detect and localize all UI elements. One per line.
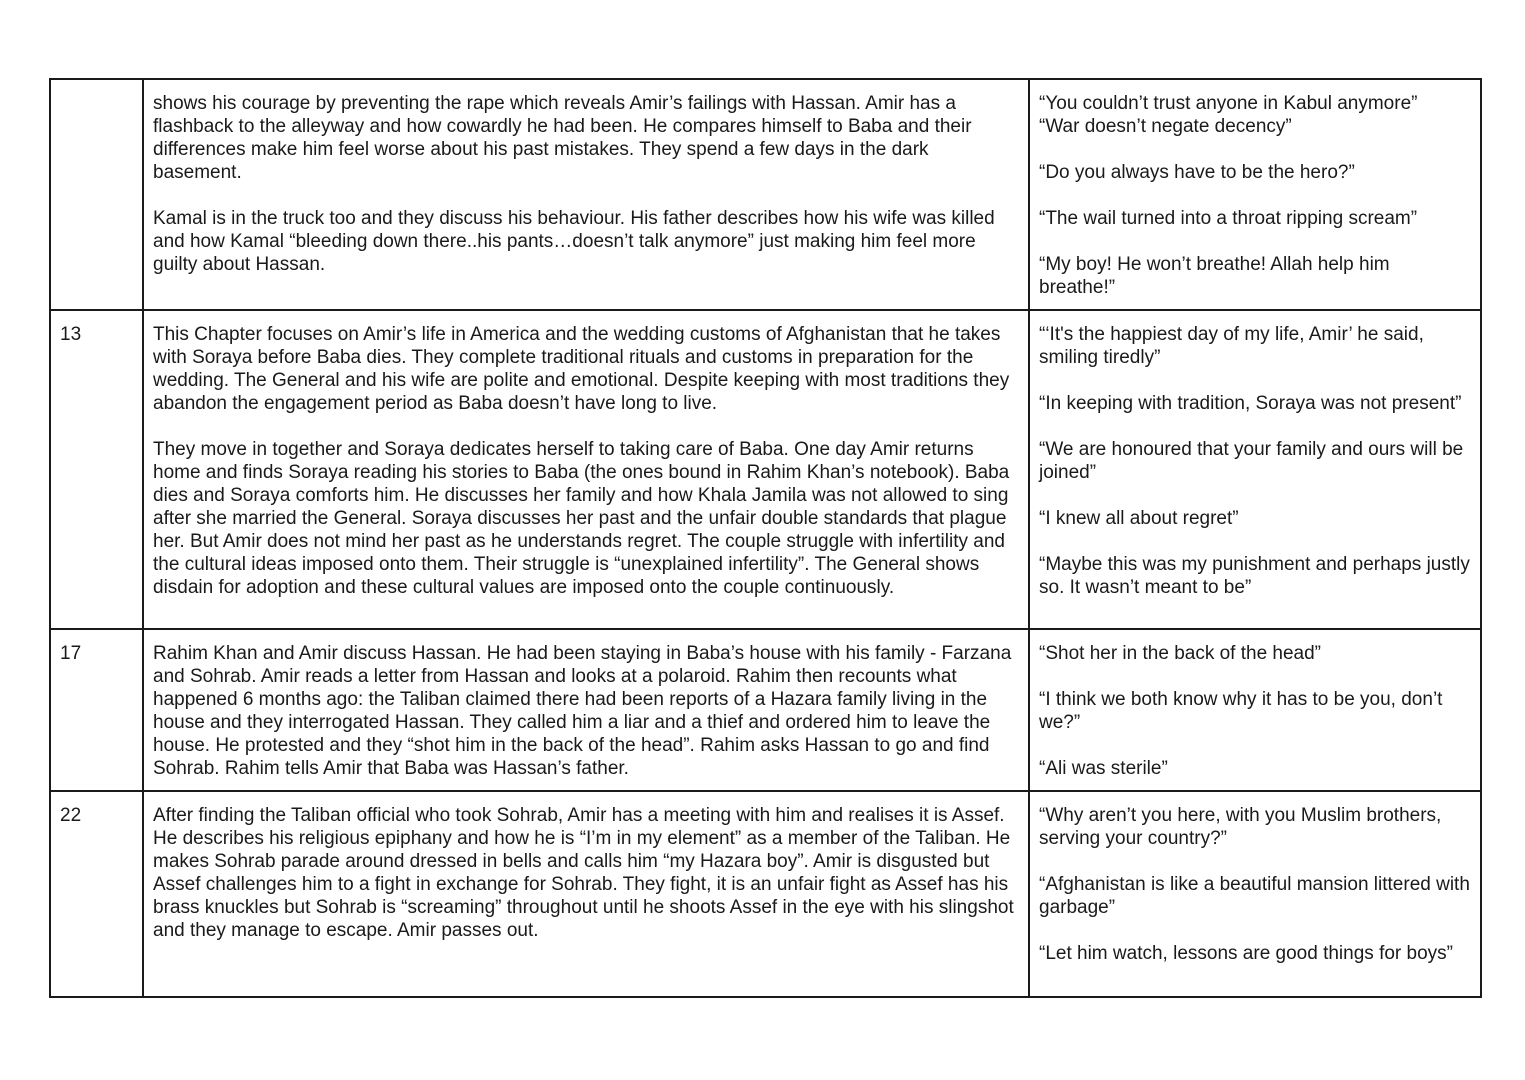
- quote: “Let him watch, lessons are good things for boys”: [1039, 943, 1453, 964]
- chapter-notes-table: [49, 78, 1482, 998]
- quote: “‘It's the happiest day of my life, Amir’ he said, smiling tiredly”: [1039, 324, 1424, 368]
- table-row: [50, 79, 1481, 310]
- table-row: [50, 791, 1481, 997]
- quote: “Maybe this was my punishment and perhaps justly so. It wasn’t meant to be”: [1039, 554, 1470, 598]
- summary-cell: [143, 310, 1029, 629]
- quote: “Why aren’t you here, with you Muslim brothers, serving your country?”: [1039, 805, 1442, 849]
- table-row: [50, 629, 1481, 791]
- quote: “The wail turned into a throat ripping scream”: [1039, 208, 1418, 229]
- quote: “My boy! He won’t breathe! Allah help him breathe!”: [1039, 254, 1390, 298]
- quotes-cell: [1029, 79, 1481, 310]
- table-row: [50, 310, 1481, 629]
- quote: “Afghanistan is like a beautiful mansion littered with garbage”: [1039, 874, 1470, 918]
- quotes-cell: [1029, 791, 1481, 997]
- quote: “I knew all about regret”: [1039, 508, 1239, 529]
- summary-paragraph: Kamal is in the truck too and they discuss his behaviour. His father describes how his wife was killed and how Kamal “bleeding down there..his pants…doesn’t talk anymore” just making him feel more guilty about Hassan.: [153, 208, 995, 275]
- summary-paragraph: They move in together and Soraya dedicates herself to taking care of Baba. One day Amir returns home and finds Soraya reading his stories to Baba (the ones bound in Rahim Khan’s notebook). Baba dies and Soraya comforts him. He discusses her family and how Khala Jamila was not allowed to sing after she married the General. Soraya discusses her past and the unfair double standards that plague her. But Amir does not mind her past as he understands regret. The couple struggle with infertility and the cultural ideas imposed onto them. Their struggle is “unexplained infertility”. The General shows disdain for adoption and these cultural values are imposed onto the couple continuously.: [153, 439, 1010, 598]
- quotes-cell: [1029, 629, 1481, 791]
- summary-cell: [143, 79, 1029, 310]
- quote: “We are honoured that your family and ours will be joined”: [1039, 439, 1464, 483]
- summary-paragraph: Rahim Khan and Amir discuss Hassan. He had been staying in Baba’s house with his family - Farzana and Sohrab. Amir reads a letter from Hassan and looks at a polaroid. Rahim then recounts what happened 6 months ago: the Taliban claimed there had been reports of a Hazara family living in the house and they interrogated Hassan. They called him a liar and a thief and ordered him to leave the house. He protested and they “shot him in the back of the head”. Rahim asks Hassan to go and find Sohrab. Rahim tells Amir that Baba was Hassan’s father.: [153, 643, 1012, 779]
- quote: “I think we both know why it has to be you, don’t we?”: [1039, 689, 1443, 733]
- chapter-number-cell: [50, 79, 143, 310]
- quotes-cell: [1029, 310, 1481, 629]
- chapter-number-cell: 22: [50, 791, 143, 997]
- quote: “War doesn’t negate decency”: [1039, 116, 1292, 137]
- summary-cell: [143, 791, 1029, 997]
- summary-cell: [143, 629, 1029, 791]
- summary-paragraph: After finding the Taliban official who took Sohrab, Amir has a meeting with him and realises it is Assef. He describes his religious epiphany and how he is “I’m in my element” as a member of the Taliban. He makes Sohrab parade around dressed in bells and calls him “my Hazara boy”. Amir is disgusted but Assef challenges him to a fight in exchange for Sohrab. They fight, it is an unfair fight as Assef has his brass knuckles but Sohrab is “screaming” throughout until he shoots Assef in the eye with his slingshot and they manage to escape. Amir passes out.: [153, 805, 1014, 941]
- quote: “Shot her in the back of the head”: [1039, 643, 1322, 664]
- chapter-number-cell: 17: [50, 629, 143, 791]
- summary-paragraph: shows his courage by preventing the rape which reveals Amir’s failings with Hassan. Amir has a flashback to the alleyway and how cowardly he had been. He compares himself to Baba and their differences make him feel worse about his past mistakes. They spend a few days in the dark basement.: [153, 93, 972, 183]
- summary-paragraph: This Chapter focuses on Amir’s life in America and the wedding customs of Afghanistan that he takes with Soraya before Baba dies. They complete traditional rituals and customs in preparation for the wedding. The General and his wife are polite and emotional. Despite keeping with most traditions they abandon the engagement period as Baba doesn’t have long to live.: [153, 324, 1010, 414]
- quote: “Ali was sterile”: [1039, 758, 1168, 779]
- quote: “In keeping with tradition, Soraya was not present”: [1039, 393, 1462, 414]
- chapter-number-cell: 13: [50, 310, 143, 629]
- quote: “You couldn’t trust anyone in Kabul anymore”: [1039, 93, 1418, 114]
- quote: “Do you always have to be the hero?”: [1039, 162, 1355, 183]
